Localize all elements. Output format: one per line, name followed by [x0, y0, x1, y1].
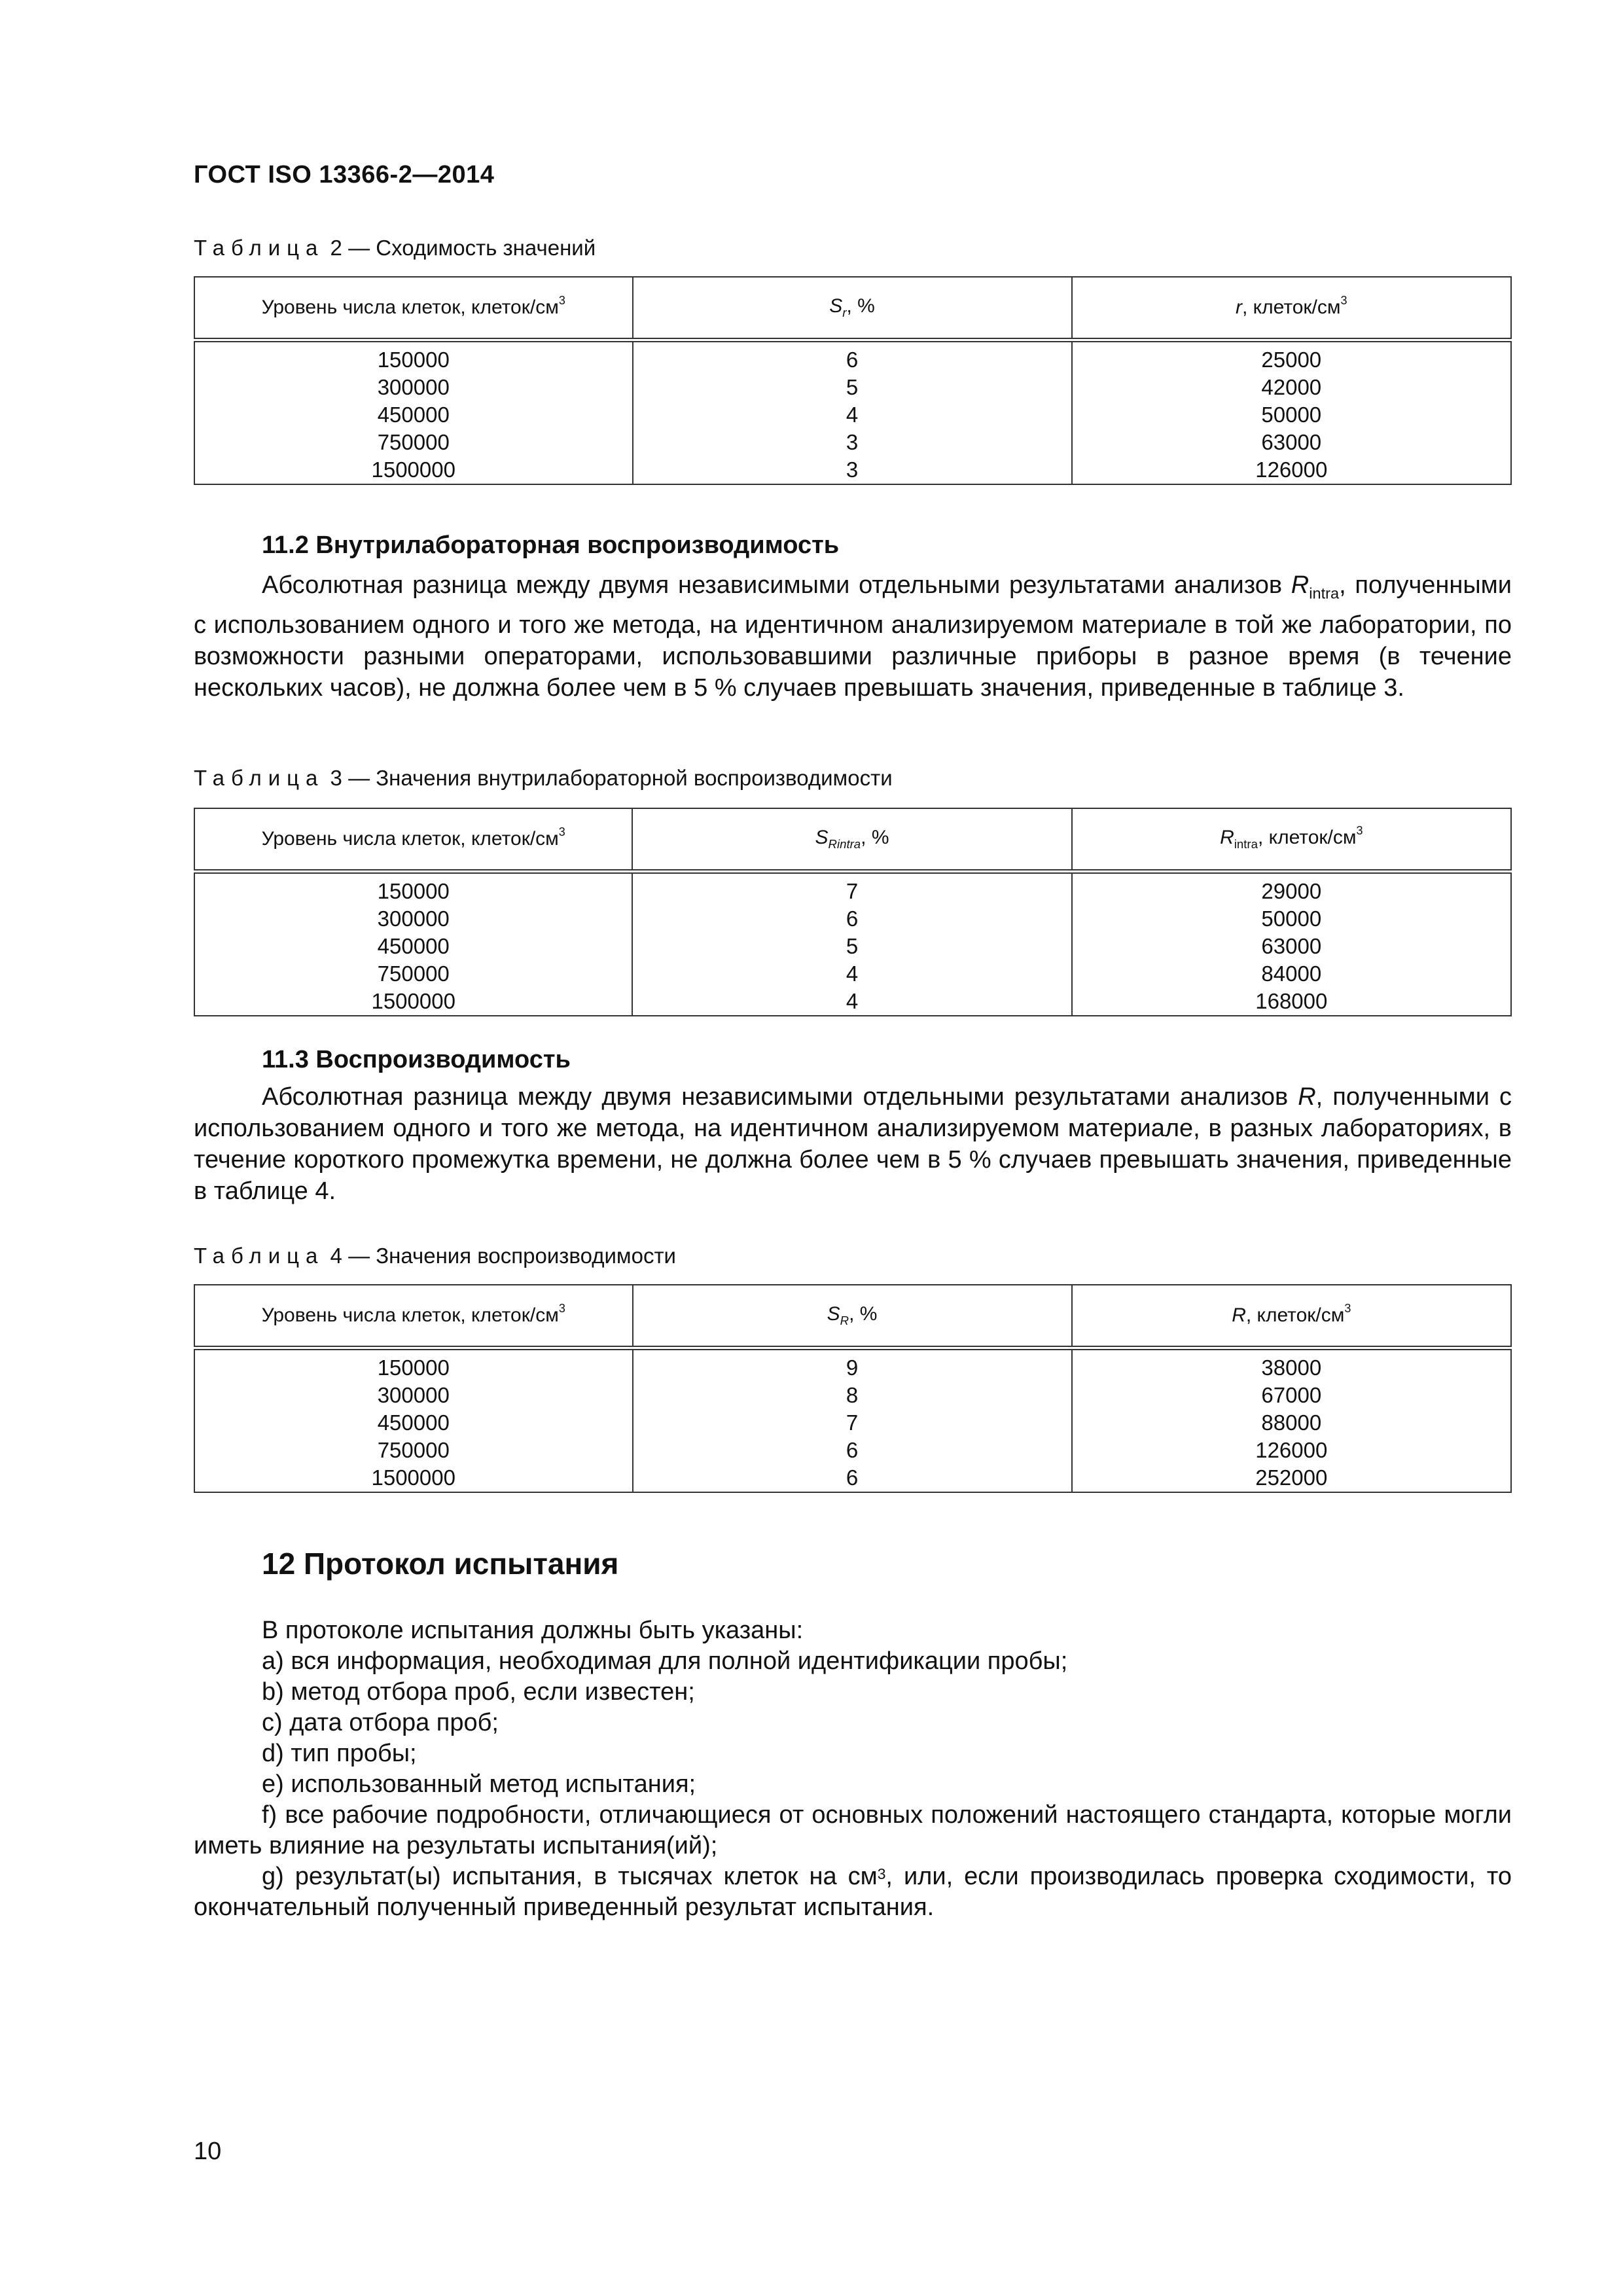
section-11-2-text: Абсолютная разница между двумя независимыми отдельными результатами анализов $R_{intra}$, полученными с использованием одного и того же метода, на идентичном анализируемом материале в той же лаборатории, по возможности разными операторами, использовавшими различные приборы в разное время (в течение нескольких часов), не должна более чем в 5 % случаев превышать значения, приведенные в таблице 3.	[194, 571, 1512, 702]
table-cell: 126000	[1072, 456, 1511, 484]
table-cell: 1500000	[194, 1464, 633, 1492]
table-row	[194, 1348, 1511, 1382]
table2-col3-header: r, клеток/$см^3$	[1072, 277, 1511, 340]
table-cell: 1500000	[194, 456, 633, 484]
table2-col1-header: Уровень числа клеток, клеток/$см^3$	[194, 277, 633, 340]
table-cell: 5	[633, 374, 1072, 401]
table-cell: 88000	[1072, 1409, 1511, 1437]
table-cell: 7	[632, 872, 1071, 906]
table-cell: 4	[632, 988, 1071, 1016]
table-cell: 6	[633, 1437, 1072, 1464]
table-row	[194, 1382, 1511, 1409]
table-cell: 29000	[1072, 872, 1511, 906]
table-cell: 63000	[1072, 933, 1511, 960]
table-cell: 168000	[1072, 988, 1511, 1016]
table3-body	[194, 872, 1511, 1016]
document-header: ГОСТ ISO 13366-2—2014	[194, 161, 495, 188]
table-row	[194, 429, 1511, 456]
table-cell: 750000	[194, 960, 632, 988]
table3	[194, 808, 1512, 1016]
table-cell: 4	[632, 960, 1071, 988]
table-row	[194, 1437, 1511, 1464]
table-row	[194, 960, 1511, 988]
table3-col1-header: Уровень числа клеток, клеток/$см^3$	[194, 808, 632, 872]
table-cell: 3	[633, 456, 1072, 484]
table-cell: 150000	[194, 340, 633, 374]
table-row	[194, 374, 1511, 401]
section-11-3-text: Абсолютная разница между двумя независимыми отдельными результатами анализов R, полученными с использованием одного и того же метода, на идентичном анализируемом материале, в разных лабораториях, в течение короткого промежутка времени, не должна более чем в 5 % случаев превышать значения, приведенные в таблице 4.	[194, 1083, 1512, 1205]
table-cell: 300000	[194, 1382, 633, 1409]
table-row	[194, 456, 1511, 484]
table-cell: 9	[633, 1348, 1072, 1382]
table-row	[194, 1409, 1511, 1437]
table4-col3-header: R, клеток/$см^3$	[1072, 1285, 1511, 1348]
table-cell: 750000	[194, 1437, 633, 1464]
table-row	[194, 933, 1511, 960]
list-item: e) использованный метод испытания;	[262, 1770, 696, 1798]
table-row	[194, 1464, 1511, 1492]
table2-caption: Таблица 2 — Сходимость значений	[194, 236, 596, 260]
section-12-list	[194, 1615, 1512, 1923]
list-item: b) метод отбора проб, если известен;	[262, 1678, 695, 1706]
table-cell: 50000	[1072, 401, 1511, 429]
table2-col2-header: $S_r$, %	[633, 277, 1072, 340]
table3-col3-header: $R_{intra}$, клеток/$см^3$	[1072, 808, 1511, 872]
table-cell: 6	[633, 1464, 1072, 1492]
table-cell: 3	[633, 429, 1072, 456]
list-item: c) дата отбора проб;	[262, 1709, 499, 1736]
table-cell: 150000	[194, 1348, 633, 1382]
table-cell: 84000	[1072, 960, 1511, 988]
table-cell: 252000	[1072, 1464, 1511, 1492]
table-cell: 8	[633, 1382, 1072, 1409]
table-cell: 42000	[1072, 374, 1511, 401]
list-item: f) все рабочие подробности, отличающиеся от основных положений настоящего стандарта, которые могли иметь влияние на результаты испытания(ий);	[194, 1801, 1512, 1859]
table-row	[194, 340, 1511, 374]
table-cell: 50000	[1072, 905, 1511, 933]
table-cell: 450000	[194, 933, 632, 960]
table-row	[194, 988, 1511, 1016]
table3-caption: Таблица 3 — Значения внутрилабораторной воспроизводимости	[194, 766, 893, 790]
table-cell: 126000	[1072, 1437, 1511, 1464]
table-cell: 1500000	[194, 988, 632, 1016]
section-11-3-title: 11.3 Воспроизводимость	[262, 1046, 571, 1073]
table-cell: 5	[632, 933, 1071, 960]
section-12-title: 12 Протокол испытания	[262, 1547, 619, 1581]
table4-caption: Таблица 4 — Значения воспроизводимости	[194, 1244, 676, 1268]
section-12-intro: В протоколе испытания должны быть указаны:	[262, 1617, 804, 1644]
table3-col2-header: $S_{Rintra}$, %	[632, 808, 1071, 872]
page-number: 10	[194, 2138, 222, 2165]
table2-body	[194, 340, 1511, 485]
table-cell: 300000	[194, 905, 632, 933]
table-cell: 150000	[194, 872, 632, 906]
table-row	[194, 872, 1511, 906]
table-row	[194, 905, 1511, 933]
table4-body	[194, 1348, 1511, 1493]
list-item: a) вся информация, необходимая для полной идентификации пробы;	[262, 1647, 1068, 1675]
table-cell: 7	[633, 1409, 1072, 1437]
list-item-g: g) результат(ы) испытания, в тысячах клеток на $см^3$, или, если производилась проверка сходимости, то окончательный полученный приведенный результат испытания.	[194, 1863, 1512, 1921]
table-cell: 63000	[1072, 429, 1511, 456]
table4-col1-header: Уровень числа клеток, клеток/$см^3$	[194, 1285, 633, 1348]
table-cell: 6	[633, 340, 1072, 374]
table2	[194, 276, 1512, 485]
table-cell: 750000	[194, 429, 633, 456]
table-cell: 67000	[1072, 1382, 1511, 1409]
table-cell: 450000	[194, 401, 633, 429]
table-row	[194, 401, 1511, 429]
table-cell: 38000	[1072, 1348, 1511, 1382]
table-cell: 300000	[194, 374, 633, 401]
table4-col2-header: $S_R$, %	[633, 1285, 1072, 1348]
list-item: d) тип пробы;	[262, 1740, 417, 1767]
table-cell: 6	[632, 905, 1071, 933]
table4	[194, 1284, 1512, 1493]
table-cell: 25000	[1072, 340, 1511, 374]
table-cell: 4	[633, 401, 1072, 429]
section-11-2-title: 11.2 Внутрилабораторная воспроизводимость	[262, 531, 840, 559]
table-cell: 450000	[194, 1409, 633, 1437]
